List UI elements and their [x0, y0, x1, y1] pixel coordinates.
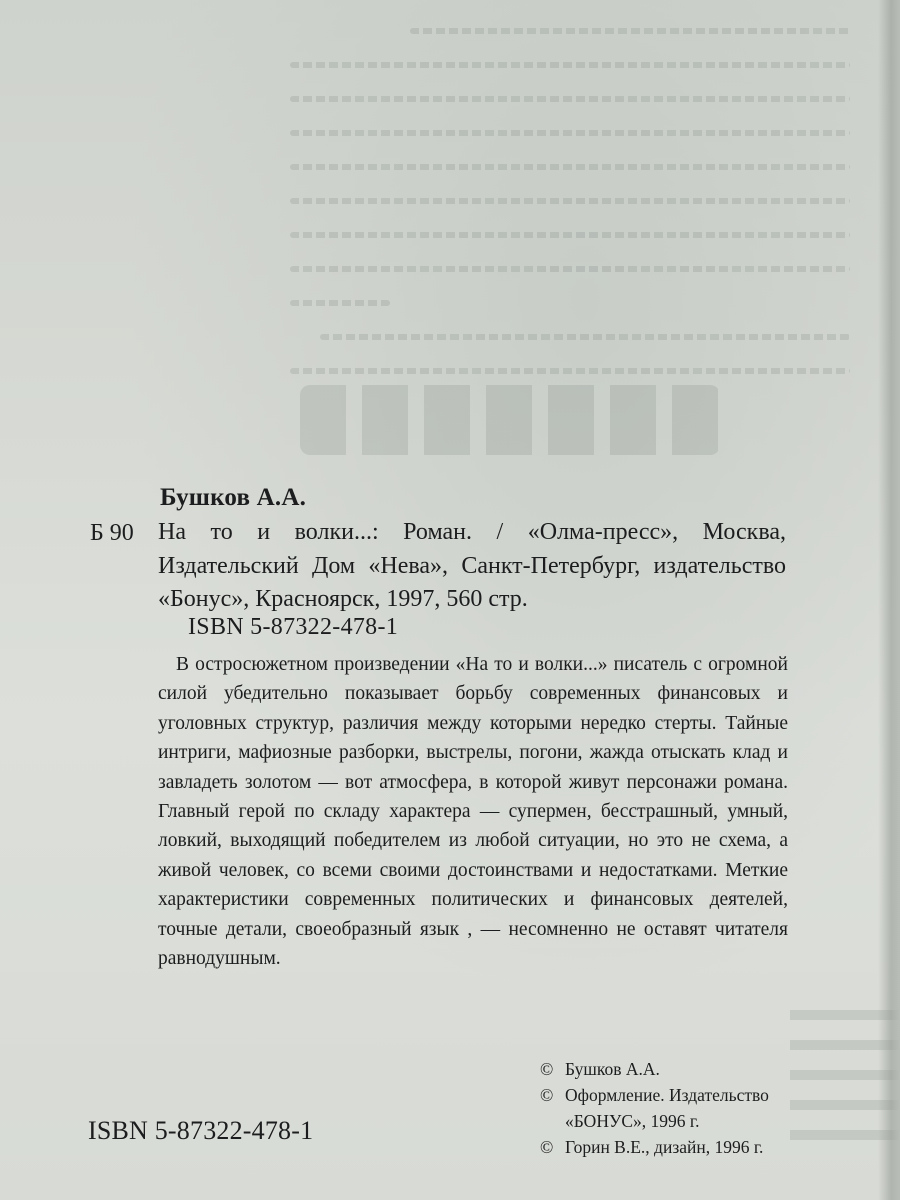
catalog-shelf-mark: Б 90	[90, 520, 134, 546]
copyright-icon: ©	[540, 1059, 554, 1079]
catalog-citation: На то и волки...: Роман. / «Олма-пресс», Москва, Издательский Дом «Нева», Санкт-Петербург, издательство «Бонус», Красноярск, 1997, 560 стр.	[158, 519, 786, 612]
show-through-title	[300, 385, 720, 455]
book-annotation: В остросюжетном произведении «На то и волки...» писатель с огромной силой убедительно показывает борьбу современных финансовых и уголовных структур, различия между которыми нередко стерты. Тайные интриги, мафиозные разборки, выстрелы, погони, жажда отыскать клад и завладеть золотом — вот атмосфера, в которой живут персонажи романа. Главный герой по складу характера — супермен, бесстрашный, умный, ловкий, выходящий победителем из любой ситуации, но это не схема, а живой человек, со всеми своими достоинствами и недостатками. Меткие характеристики современных политических и финансовых деятелей, точные детали, своеобразный язык , — несомненно не оставят читателя равнодушным.	[158, 654, 788, 970]
copyright-publisher-year: «БОНУС», 1996 г.	[565, 1111, 700, 1131]
copyright-block	[540, 1056, 800, 1160]
show-through-text	[230, 0, 870, 400]
footer-isbn: ISBN 5-87322-478-1	[88, 1116, 314, 1145]
copyright-author	[540, 1056, 800, 1082]
copyright-designer	[540, 1134, 800, 1160]
copyright-publisher-text: Оформление. Издательство	[565, 1085, 769, 1105]
copyright-author-text: Бушков А.А.	[565, 1059, 660, 1079]
copyright-icon: ©	[540, 1137, 554, 1157]
copyright-designer-text: Горин В.Е., дизайн, 1996 г.	[565, 1137, 764, 1157]
copyright-design-publisher	[540, 1082, 800, 1108]
catalog-isbn: ISBN 5-87322-478-1	[188, 614, 399, 640]
copyright-icon: ©	[540, 1085, 554, 1105]
catalog-author: Бушков А.А.	[160, 484, 307, 511]
page-edge-shadow	[878, 0, 900, 1200]
